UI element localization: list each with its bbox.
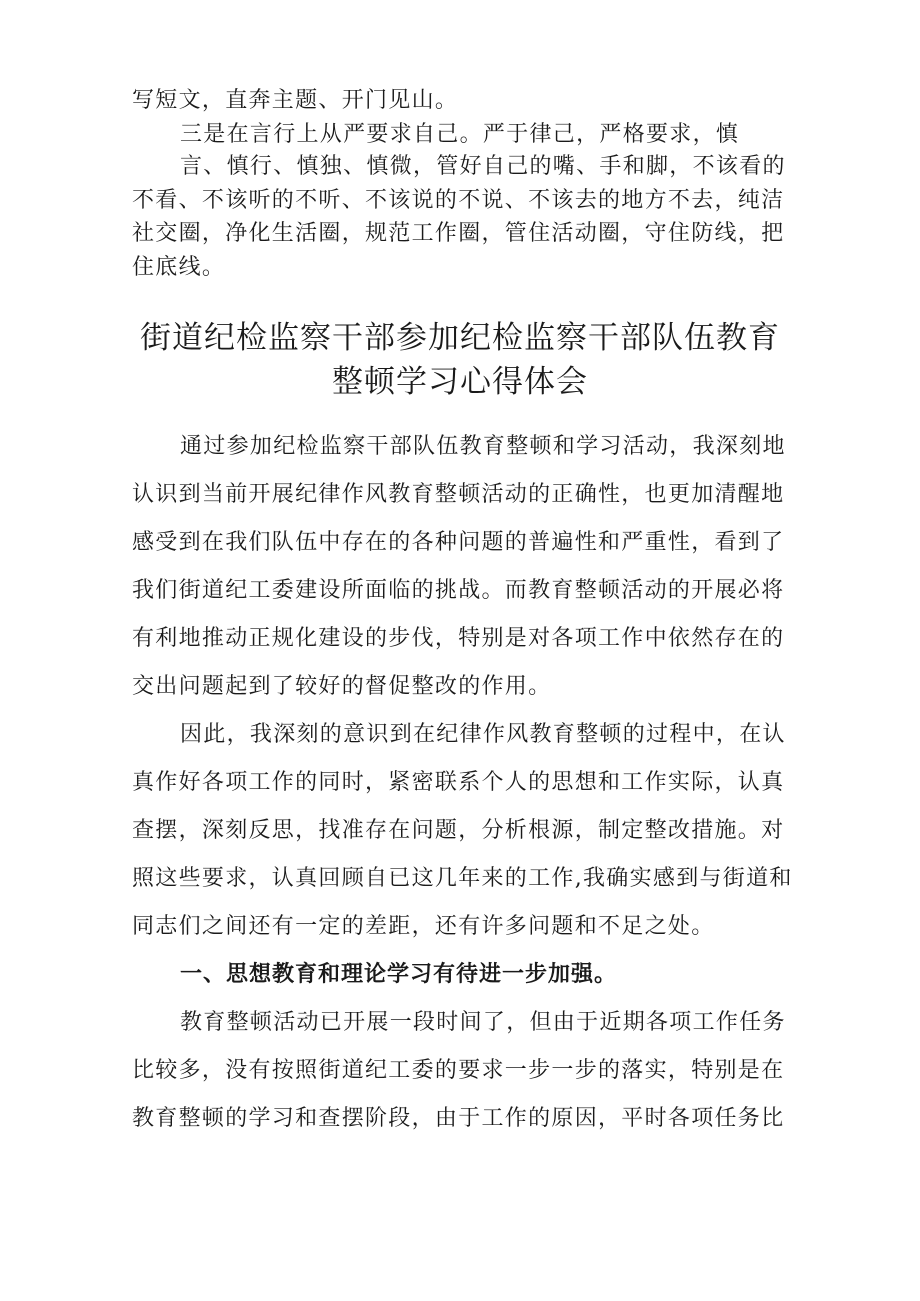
- paragraph-line: 因此，我深刻的意识到在纪律作风教育整顿的过程中，在认: [180, 722, 786, 747]
- paragraph-line: 比较多，没有按照街道纪工委的要求一步一步的落实，特别是在: [132, 1058, 785, 1083]
- paragraph-line: 同志们之间还有一定的差距，还有许多问题和不足之处。: [132, 914, 715, 939]
- paragraph-line: 照这些要求，认真回顾自已这几年来的工作,我确实感到与街道和: [132, 866, 793, 891]
- prev-text-line: 社交圈，净化生活圈，规范工作圈，管住活动圈，守住防线，把: [132, 221, 785, 246]
- paragraph-line: 有利地推动正规化建设的步伐，特别是对各项工作中依然存在的: [132, 626, 785, 651]
- paragraph-line: 感受到在我们队伍中存在的各种问题的普遍性和严重性，看到了: [132, 530, 785, 555]
- paragraph-line: 通过参加纪检监察干部队伍教育整顿和学习活动，我深刻地: [180, 434, 786, 459]
- paragraph-line: 查摆，深刻反思，找准存在问题，分析根源，制定整改措施。对: [132, 818, 785, 843]
- article-title-line: 街道纪检监察干部参加纪检监察干部队伍教育: [140, 320, 780, 356]
- paragraph-line: 认识到当前开展纪律作风教育整顿活动的正确性，也更加清醒地: [132, 482, 785, 507]
- paragraph-line: 教育整顿的学习和查摆阶段，由于工作的原因，平时各项任务比: [132, 1106, 785, 1131]
- paragraph-line: 真作好各项工作的同时，紧密联系个人的思想和工作实际，认真: [132, 770, 785, 795]
- article-title-line: 整顿学习心得体会: [332, 364, 588, 400]
- paragraph-line: 教育整顿活动已开展一段时间了，但由于近期各项工作任务: [180, 1010, 786, 1035]
- prev-text-line: 写短文，直奔主题、开门见山。: [132, 88, 459, 113]
- prev-text-line: 住底线。: [132, 255, 226, 280]
- prev-text-line: 不看、不该听的不听、不该说的不说、不该去的地方不去，纯洁: [132, 188, 785, 213]
- paragraph-line: 交出问题起到了较好的督促整改的作用。: [132, 674, 552, 699]
- prev-text-line: 言、慎行、慎独、慎微，管好自己的嘴、手和脚，不该看的: [180, 154, 786, 179]
- paragraph-line: 我们街道纪工委建设所面临的挑战。而教育整顿活动的开展必将: [132, 578, 785, 603]
- section-heading: 一、思想教育和理论学习有待进一步加强。: [180, 962, 618, 987]
- prev-text-line: 三是在言行上从严要求自己。严于律己，严格要求，慎: [180, 122, 740, 147]
